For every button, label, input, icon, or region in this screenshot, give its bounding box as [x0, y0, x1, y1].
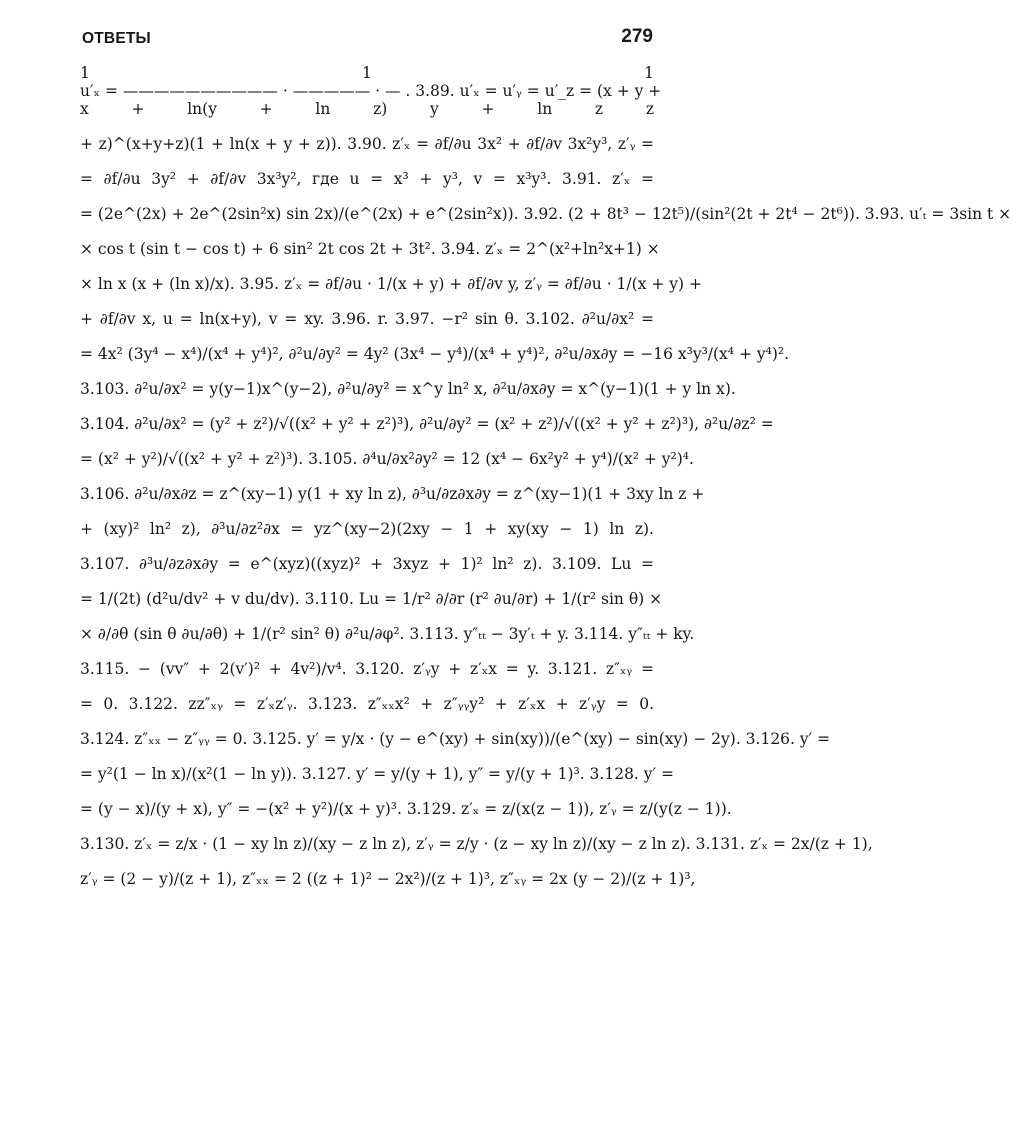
answer-line: = (y − x)/(y + x), y″ = −(x² + y²)/(x + y)³. 3.129. z′ₓ = z/(x(z − 1)), z′ᵧ = z/(y(z − 1)).	[80, 800, 732, 818]
answer-line: = 0. 3.122. zz″ₓᵧ = z′ₓz′ᵧ. 3.123. z″ₓₓx² + z″ᵧᵧy² + z′ₓx + z′ᵧy = 0.	[80, 695, 654, 713]
answers-text	[80, 64, 1011, 888]
answer-line: x + ln(y + ln z) y + ln z z	[80, 100, 654, 118]
answer-line: 3.115. − (vv″ + 2(v′)² + 4v²)/v⁴. 3.120. z′ᵧy + z′ₓx = y. 3.121. z″ₓᵧ =	[80, 660, 654, 678]
answer-line: 3.124. z″ₓₓ − z″ᵧᵧ = 0. 3.125. y′ = y/x · (y − e^(xy) + sin(xy))/(e^(xy) − sin(xy) − 2y). 3.126. y′ =	[80, 730, 831, 748]
answer-line: 3.104. ∂²u/∂x² = (y² + z²)/√((x² + y² + z²)³), ∂²u/∂y² = (x² + z²)/√((x² + y² + z²)³), ∂²u/∂z² =	[80, 415, 774, 433]
answer-line: 3.106. ∂²u/∂x∂z = z^(xy−1) y(1 + xy ln z), ∂³u/∂z∂x∂y = z^(xy−1)(1 + 3xy ln z +	[80, 485, 705, 503]
answer-line: u′ₓ = —————————— · ————— · — . 3.89. u′ₓ = u′ᵧ = u′_z = (x + y +	[80, 82, 662, 100]
answer-line: × cos t (sin t − cos t) + 6 sin² 2t cos 2t + 3t². 3.94. z′ₓ = 2^(x²+ln²x+1) ×	[80, 240, 660, 258]
answer-line: z′ᵧ = (2 − y)/(z + 1), z″ₓₓ = 2 ((z + 1)² − 2x²)/(z + 1)³, z″ₓᵧ = 2x (y − 2)/(z + 1)³,	[80, 870, 696, 888]
answer-line: 3.130. z′ₓ = z/x · (1 − xy ln z)/(xy − z ln z), z′ᵧ = z/y · (z − xy ln z)/(xy − z ln z). 3.131. z′ₓ = 2x/(z + 1),	[80, 835, 873, 853]
answer-line: = 1/(2t) (d²u/dv² + v du/dv). 3.110. Lu = 1/r² ∂/∂r (r² ∂u/∂r) + 1/(r² sin θ) ×	[80, 590, 663, 608]
page-header	[82, 26, 653, 52]
running-head: ОТВЕТЫ	[82, 30, 151, 47]
answer-line: × ln x (x + (ln x)/x). 3.95. z′ₓ = ∂f/∂u · 1/(x + y) + ∂f/∂v y, z′ᵧ = ∂f/∂u · 1/(x + y) +	[80, 275, 702, 293]
answer-line: = ∂f/∂u 3y² + ∂f/∂v 3x³y², где u = x³ + y³, v = x³y³. 3.91. z′ₓ =	[80, 170, 654, 188]
answer-line: = y²(1 − ln x)/(x²(1 − ln y)). 3.127. y′ = y/(y + 1), y″ = y/(y + 1)³. 3.128. y′ =	[80, 765, 674, 783]
answer-line: 3.103. ∂²u/∂x² = y(y−1)x^(y−2), ∂²u/∂y² = x^y ln² x, ∂²u/∂x∂y = x^(y−1)(1 + y ln x).	[80, 380, 736, 398]
answer-line: = (2e^(2x) + 2e^(2sin²x) sin 2x)/(e^(2x) + e^(2sin²x)). 3.92. (2 + 8t³ − 12t⁵)/(sin²(2t + 2t⁴ − 2t⁶)). 3.93. u′ₜ = 3sin t ×	[80, 205, 1011, 223]
answer-line: + ∂f/∂v x, u = ln(x+y), v = xy. 3.96. r. 3.97. −r² sin θ. 3.102. ∂²u/∂x² =	[80, 310, 654, 328]
page-number: 279	[621, 26, 653, 47]
answer-line: = 4x² (3y⁴ − x⁴)/(x⁴ + y⁴)², ∂²u/∂y² = 4y² (3x⁴ − y⁴)/(x⁴ + y⁴)², ∂²u/∂x∂y = −16 x³y³/(x⁴ + y⁴)².	[80, 345, 790, 363]
answer-line: 1 1 1	[80, 64, 654, 82]
answer-line: × ∂/∂θ (sin θ ∂u/∂θ) + 1/(r² sin² θ) ∂²u/∂φ². 3.113. y″ₜₜ − 3y′ₜ + y. 3.114. y″ₜₜ + ky.	[80, 625, 695, 643]
answer-line: = (x² + y²)/√((x² + y² + z²)³). 3.105. ∂⁴u/∂x²∂y² = 12 (x⁴ − 6x²y² + y⁴)/(x² + y²)⁴.	[80, 450, 694, 468]
answer-line: + (xy)² ln² z), ∂³u/∂z²∂x = yz^(xy−2)(2xy − 1 + xy(xy − 1) ln z).	[80, 520, 654, 538]
answer-line: + z)^(x+y+z)(1 + ln(x + y + z)). 3.90. z′ₓ = ∂f/∂u 3x² + ∂f/∂v 3x²y³, z′ᵧ =	[80, 135, 654, 153]
answer-line: 3.107. ∂³u/∂z∂x∂y = e^(xyz)((xyz)² + 3xyz + 1)² ln² z). 3.109. Lu =	[80, 555, 654, 573]
